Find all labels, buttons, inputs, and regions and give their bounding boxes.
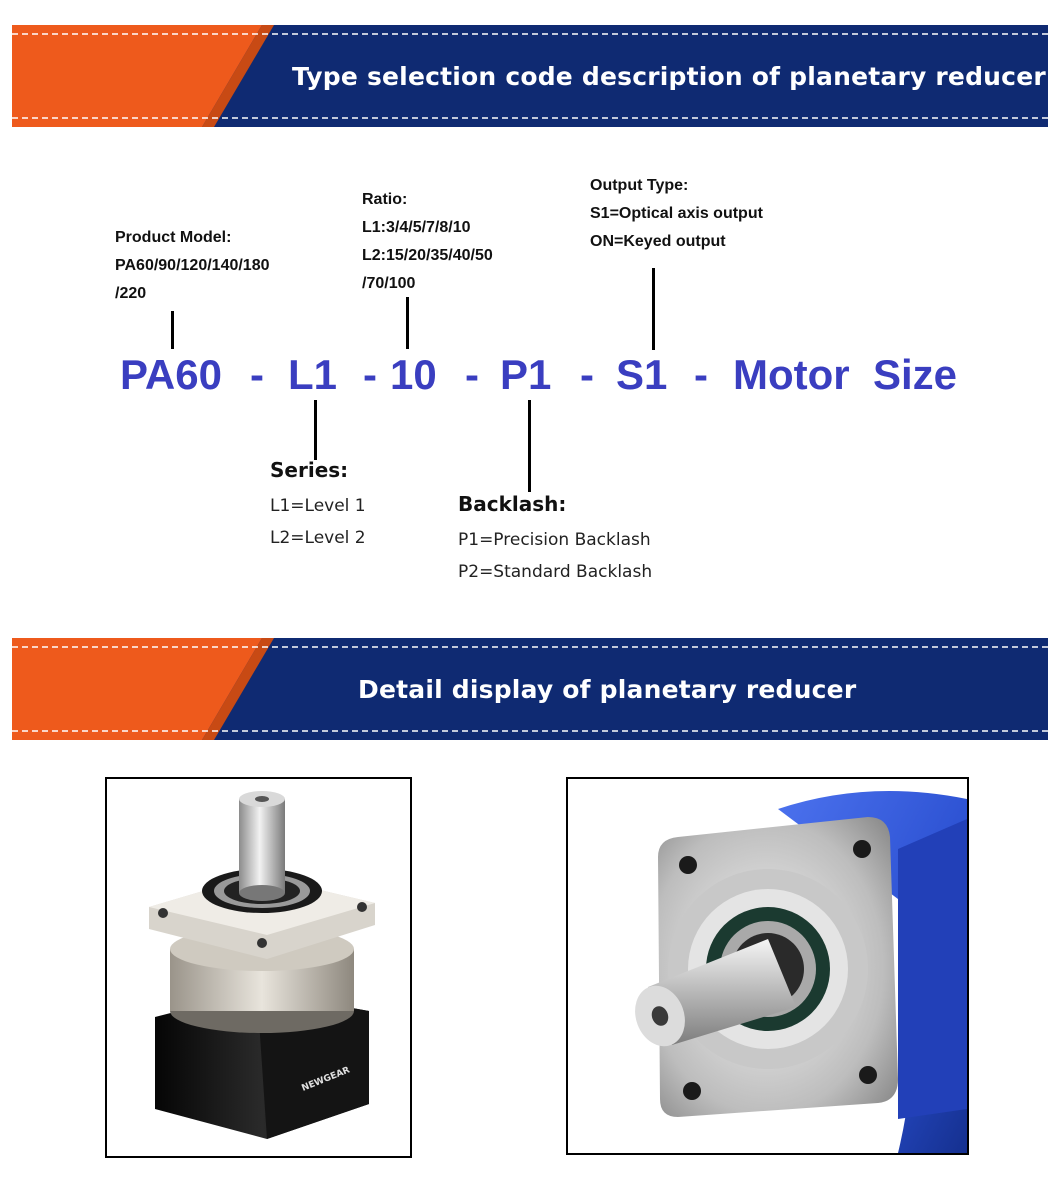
banner-title: Detail display of planetary reducer — [358, 674, 857, 704]
banner-title: Type selection code description of planetary reducer — [292, 61, 1046, 91]
product-model-line1: PA60/90/120/140/180 — [115, 257, 270, 274]
series-values — [270, 490, 366, 554]
output-type-line1: S1=Optical axis output — [590, 205, 763, 222]
section-banner-detail-display — [12, 638, 1048, 740]
code-backlash: P1 — [500, 351, 552, 398]
code-motor-size: Motor Size — [733, 351, 958, 398]
code-dash-2: - — [363, 351, 377, 398]
series-heading: Series: — [270, 458, 349, 482]
stem-output-type — [652, 268, 655, 350]
product-model-line2: /220 — [115, 285, 147, 302]
code-model: PA60 — [120, 351, 222, 398]
backlash-values — [458, 524, 652, 588]
code-dash-3: - — [465, 351, 479, 398]
brand-logo-text: NEWGEAR — [300, 1065, 352, 1094]
ratio-line3: /70/100 — [362, 275, 416, 292]
product-model-heading: Product Model: — [115, 229, 232, 246]
ratio-line2: L2:15/20/35/40/50 — [362, 247, 493, 264]
stem-series — [314, 400, 317, 460]
code-dash-4: - — [580, 351, 594, 398]
code-series: L1 — [288, 351, 338, 398]
product-model-label — [115, 224, 270, 308]
code-ratio: 10 — [390, 351, 437, 398]
output-type-line2: ON=Keyed output — [590, 233, 726, 250]
code-dash-1: - — [250, 351, 264, 398]
series-line1: L1=Level 1 — [270, 496, 366, 516]
backlash-line2: P2=Standard Backlash — [458, 562, 653, 582]
output-type-heading: Output Type: — [590, 177, 689, 194]
product-photo-reducer-full — [105, 777, 412, 1158]
ratio-label — [362, 186, 493, 298]
reducer-full-illustration — [107, 779, 410, 1156]
series-line2: L2=Level 2 — [270, 528, 366, 548]
code-output: S1 — [616, 351, 668, 398]
code-dash-5: - — [694, 351, 708, 398]
ratio-heading: Ratio: — [362, 191, 408, 208]
product-photo-flange-closeup — [566, 777, 969, 1155]
backlash-heading: Backlash: — [458, 492, 567, 516]
stem-ratio — [406, 297, 409, 349]
flange-closeup-illustration — [568, 779, 967, 1153]
ratio-line1: L1:3/4/5/7/8/10 — [362, 219, 471, 236]
stem-backlash — [528, 400, 531, 492]
section-banner-type-selection — [12, 25, 1048, 127]
output-type-label — [590, 172, 763, 256]
backlash-line1: P1=Precision Backlash — [458, 530, 651, 550]
stem-product-model — [171, 311, 174, 349]
